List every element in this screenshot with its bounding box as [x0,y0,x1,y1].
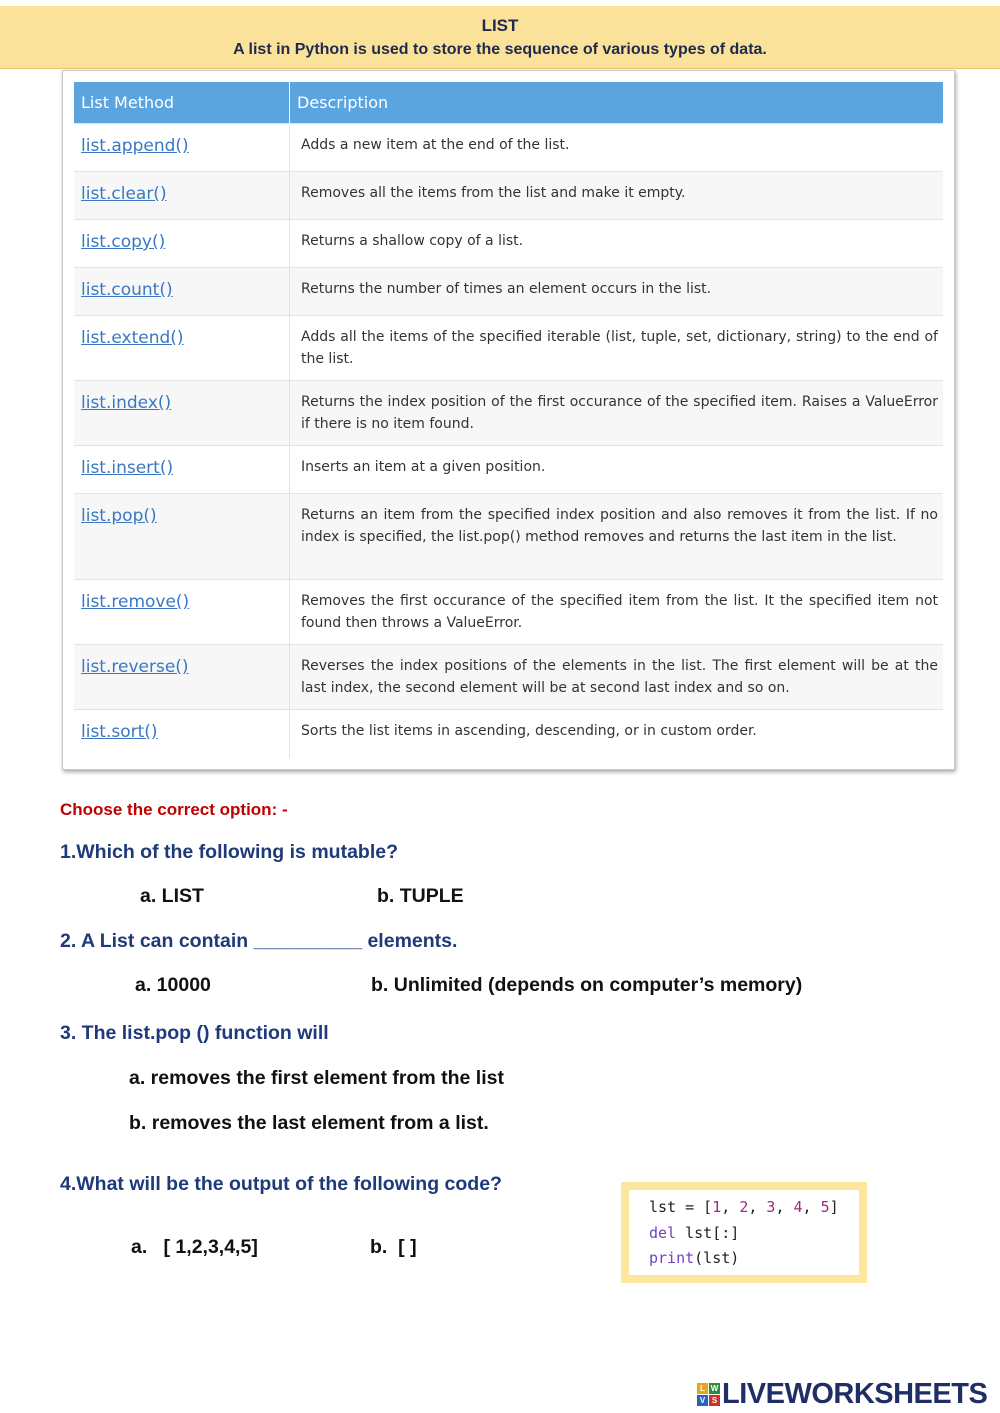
code-snippet-frame [621,1182,867,1283]
method-description: Removes all the items from the list and make it empty. [290,172,944,220]
list-methods-table [74,82,943,758]
question-4: 4.What will be the output of the following code? [60,1173,502,1195]
instruction-text: Choose the correct option: - [60,800,288,819]
code-print-args: (lst) [694,1249,740,1267]
liveworksheets-badge-icon: L W V S [697,1383,720,1406]
code-number: 3 [766,1198,776,1216]
method-description: Returns a shallow copy of a list. [290,220,944,268]
method-link-clear[interactable]: list.clear() [81,184,167,204]
question-2: 2. A List can contain __________ elements. [60,930,458,952]
code-operator: = [ [676,1198,713,1216]
method-description: Adds a new item at the end of the list. [290,124,944,172]
code-keyword-print: print [649,1249,695,1267]
code-number: 2 [739,1198,749,1216]
table-row [74,494,943,580]
q1-option-a[interactable]: a. LIST [140,885,204,907]
method-description: Reverses the index positions of the elements in the list. The first element will be at the last index, the second element will be at second last index and so on. [290,645,944,710]
method-link-copy[interactable]: list.copy() [81,232,166,252]
table-row [74,381,943,446]
table-row [74,580,943,645]
method-link-extend[interactable]: list.extend() [81,328,184,348]
column-header-method: List Method [74,82,290,124]
code-del-target: lst[:] [676,1223,740,1242]
code-keyword-del: del [649,1223,677,1242]
table-row [74,268,943,316]
method-description: Returns the index position of the first occurance of the specified item. Raises a ValueError if there is no item found. [290,381,944,446]
method-description: Removes the first occurance of the specified item from the list. It the specified item not found then throws a ValueError. [290,580,944,645]
q4-option-a[interactable]: a. [ 1,2,3,4,5] [131,1236,258,1258]
q1-option-b[interactable]: b. TUPLE [377,885,464,907]
method-description: Adds all the items of the specified iterable (list, tuple, set, dictionary, string) to the end of the list. [290,316,944,381]
table-header-row [74,82,943,124]
q4-option-b[interactable]: b. [ ] [370,1236,417,1258]
table-row [74,645,943,710]
q2-option-a[interactable]: a. 10000 [135,974,211,996]
page-header [0,6,1000,69]
code-variable: lst [649,1198,677,1216]
method-link-append[interactable]: list.append() [81,136,189,156]
table-row [74,172,943,220]
table-row [74,446,943,494]
list-methods-table-card [62,70,955,770]
method-link-remove[interactable]: list.remove() [81,592,190,612]
method-link-count[interactable]: list.count() [81,280,173,300]
method-description: Returns the number of times an element occurs in the list. [290,268,944,316]
method-link-insert[interactable]: list.insert() [81,458,174,478]
table-row [74,220,943,268]
table-row [74,124,943,172]
code-number: 5 [820,1198,830,1216]
table-row [74,710,943,758]
method-description: Sorts the list items in ascending, descending, or in custom order. [290,710,944,758]
column-header-description: Description [290,82,944,124]
q3-option-a[interactable]: a. removes the first element from the list [129,1067,504,1089]
code-snippet: lst = [1, 2, 3, 4, 5] del lst[:] print(lst) [629,1190,859,1275]
q2-option-b[interactable]: b. Unlimited (depends on computer’s memory) [371,974,803,996]
method-link-sort[interactable]: list.sort() [81,722,158,742]
question-3: 3. The list.pop () function will [60,1022,329,1044]
method-link-pop[interactable]: list.pop() [81,506,157,526]
question-1: 1.Which of the following is mutable? [60,841,398,863]
liveworksheets-logo [697,1376,987,1412]
table-row [74,316,943,381]
method-description: Inserts an item at a given position. [290,446,944,494]
code-number: 4 [793,1198,803,1216]
page-title: LIST [481,16,519,35]
method-description: Returns an item from the specified index position and also removes it from the list. If no index is specified, the list.pop() method removes and returns the last item in the list. [290,494,944,580]
q3-option-b[interactable]: b. removes the last element from a list. [129,1112,489,1134]
code-number: 1 [712,1198,722,1216]
page-subtitle: A list in Python is used to store the sequence of various types of data. [233,41,767,58]
method-link-index[interactable]: list.index() [81,393,172,413]
liveworksheets-wordmark: LIVEWORKSHEETS [722,1377,988,1410]
method-link-reverse[interactable]: list.reverse() [81,657,189,677]
